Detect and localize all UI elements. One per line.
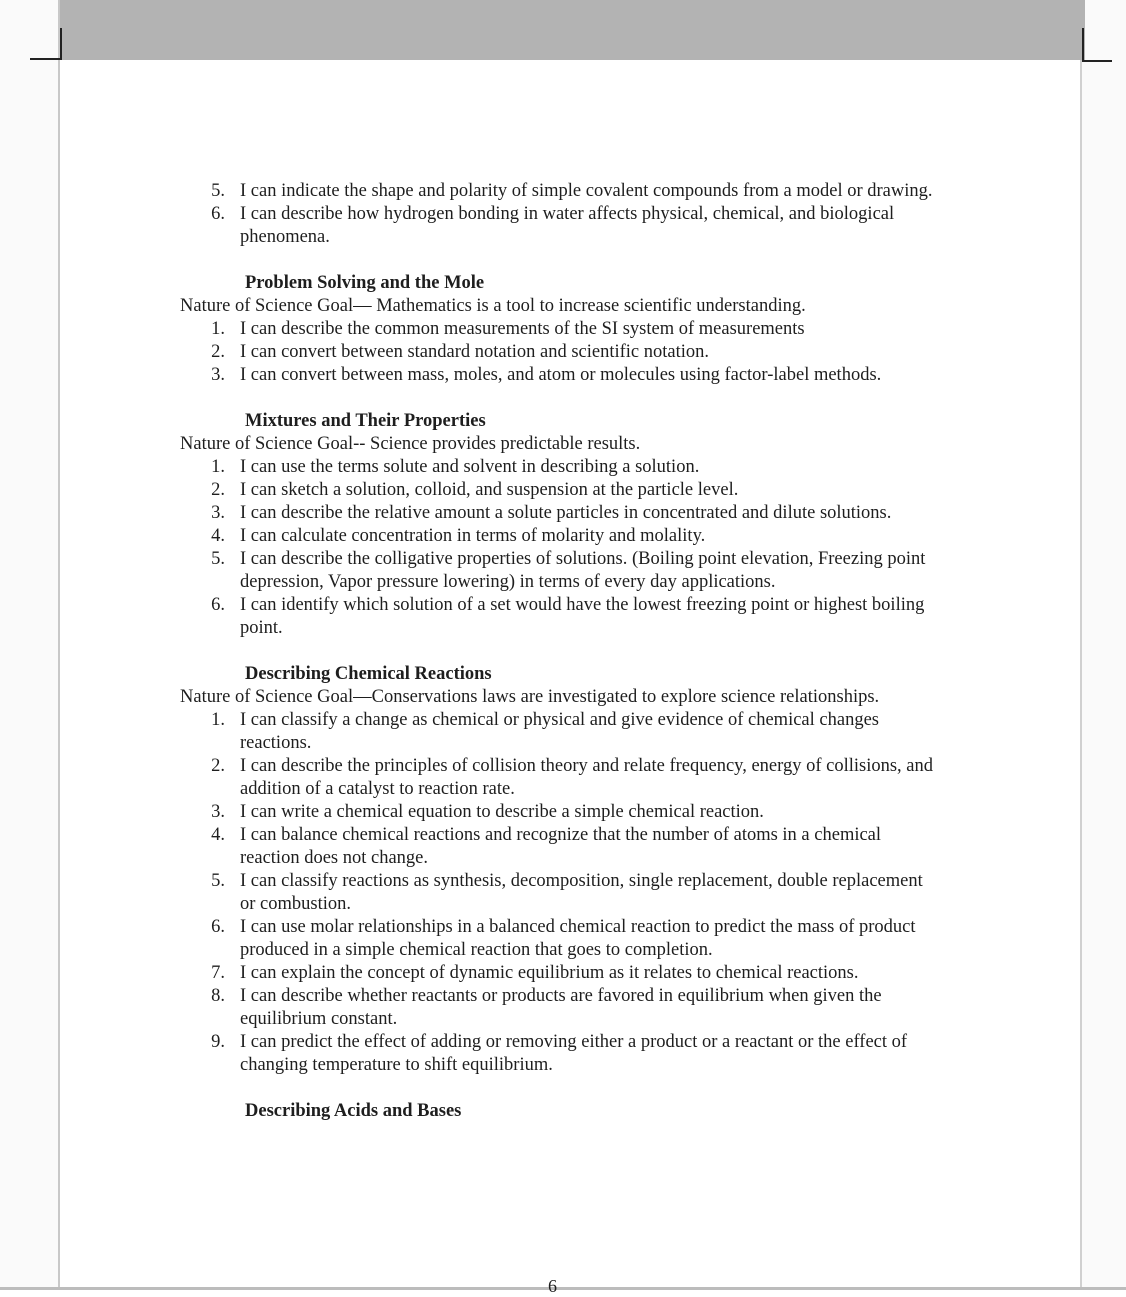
list-item — [180, 709, 940, 755]
list-item — [180, 755, 940, 801]
item-number: 7. — [211, 963, 225, 983]
item-number: 3. — [211, 503, 225, 523]
list-item — [180, 525, 940, 548]
continued-list — [180, 180, 940, 249]
item-text: I can describe the colligative properties of solutions. (Boiling point elevation, Freezing point depression, Vapor pressure lowering) in terms of every day applications. — [240, 549, 926, 592]
section — [180, 272, 940, 387]
item-text: I can describe how hydrogen bonding in water affects physical, chemical, and biological phenomena. — [240, 204, 895, 247]
section-heading: Describing Chemical Reactions — [245, 664, 492, 684]
item-number: 4. — [211, 526, 225, 546]
nature-of-science-goal: Nature of Science Goal—Conservations laws are investigated to explore science relationships. — [180, 687, 880, 707]
item-number: 1. — [211, 457, 225, 477]
item-number: 5. — [211, 871, 225, 891]
list-item — [180, 962, 940, 985]
item-text: I can convert between standard notation and scientific notation. — [240, 342, 710, 362]
item-number: 3. — [211, 365, 225, 385]
item-number: 9. — [211, 1032, 225, 1052]
list-item — [180, 180, 940, 203]
section-heading: Mixtures and Their Properties — [245, 411, 486, 431]
item-text: I can describe the principles of collision theory and relate frequency, energy of collisions, and addition of a catalyst to reaction rate. — [240, 756, 933, 799]
nature-of-science-goal: Nature of Science Goal— Mathematics is a tool to increase scientific understanding. — [180, 296, 806, 316]
list-item — [180, 594, 940, 640]
list-item — [180, 364, 940, 387]
scan-margin-right — [1082, 0, 1126, 1290]
scan-header-band — [60, 0, 1085, 60]
list-item — [180, 479, 940, 502]
page-number: 6 — [548, 1276, 557, 1296]
item-number: 1. — [211, 319, 225, 339]
list-item — [180, 1031, 940, 1077]
list-item — [180, 203, 940, 249]
objective-list — [180, 456, 940, 640]
document-body — [180, 180, 940, 1123]
item-number: 1. — [211, 710, 225, 730]
item-text: I can use the terms solute and solvent in describing a solution. — [240, 457, 700, 477]
item-text: I can indicate the shape and polarity of simple covalent compounds from a model or drawing. — [240, 181, 933, 201]
item-text: I can describe the common measurements of the SI system of measurements — [240, 319, 805, 339]
list-item — [180, 341, 940, 364]
item-text: I can identify which solution of a set would have the lowest freezing point or highest boiling point. — [240, 595, 925, 638]
crop-mark-left-horizontal — [30, 58, 62, 60]
item-text: I can describe whether reactants or products are favored in equilibrium when given the equilibrium constant. — [240, 986, 882, 1029]
item-text: I can classify a change as chemical or physical and give evidence of chemical changes reactions. — [240, 710, 879, 753]
list-item — [180, 824, 940, 870]
nature-of-science-goal: Nature of Science Goal-- Science provides predictable results. — [180, 434, 641, 454]
item-text: I can calculate concentration in terms of molarity and molality. — [240, 526, 706, 546]
item-number: 2. — [211, 480, 225, 500]
item-text: I can predict the effect of adding or removing either a product or a reactant or the effect of changing temperature to shift equilibrium. — [240, 1032, 908, 1075]
list-item — [180, 502, 940, 525]
item-text: I can convert between mass, moles, and atom or molecules using factor-label methods. — [240, 365, 882, 385]
item-text: I can describe the relative amount a solute particles in concentrated and dilute solutions. — [240, 503, 892, 523]
section-heading: Describing Acids and Bases — [245, 1101, 462, 1121]
item-text: I can sketch a solution, colloid, and suspension at the particle level. — [240, 480, 739, 500]
page-edge-left — [58, 0, 60, 1290]
list-item — [180, 916, 940, 962]
item-number: 4. — [211, 825, 225, 845]
list-item — [180, 801, 940, 824]
page-edge-right — [1080, 0, 1082, 1290]
list-item — [180, 870, 940, 916]
crop-mark-right-horizontal — [1082, 60, 1112, 62]
item-text: I can classify reactions as synthesis, decomposition, single replacement, double replacement or combustion. — [240, 871, 923, 914]
item-number: 3. — [211, 802, 225, 822]
scan-margin-left — [0, 0, 58, 1290]
objective-list — [180, 709, 940, 1077]
item-number: 6. — [211, 204, 225, 224]
item-number: 6. — [211, 595, 225, 615]
item-number: 5. — [211, 181, 225, 201]
list-item — [180, 456, 940, 479]
item-text: I can use molar relationships in a balanced chemical reaction to predict the mass of product produced in a simple chemical reaction that goes to completion. — [240, 917, 916, 960]
item-number: 8. — [211, 986, 225, 1006]
list-item — [180, 548, 940, 594]
section-heading: Problem Solving and the Mole — [245, 273, 485, 293]
list-item — [180, 985, 940, 1031]
crop-mark-left-vertical — [60, 28, 62, 60]
item-text: I can write a chemical equation to describe a simple chemical reaction. — [240, 802, 764, 822]
crop-mark-right-vertical — [1082, 28, 1084, 60]
item-number: 2. — [211, 756, 225, 776]
item-number: 5. — [211, 549, 225, 569]
section — [180, 410, 940, 640]
section — [180, 663, 940, 1077]
list-item — [180, 318, 940, 341]
section — [180, 1100, 940, 1123]
item-text: I can balance chemical reactions and recognize that the number of atoms in a chemical reaction does not change. — [240, 825, 882, 868]
item-number: 2. — [211, 342, 225, 362]
objective-list — [180, 318, 940, 387]
item-text: I can explain the concept of dynamic equilibrium as it relates to chemical reactions. — [240, 963, 859, 983]
item-number: 6. — [211, 917, 225, 937]
